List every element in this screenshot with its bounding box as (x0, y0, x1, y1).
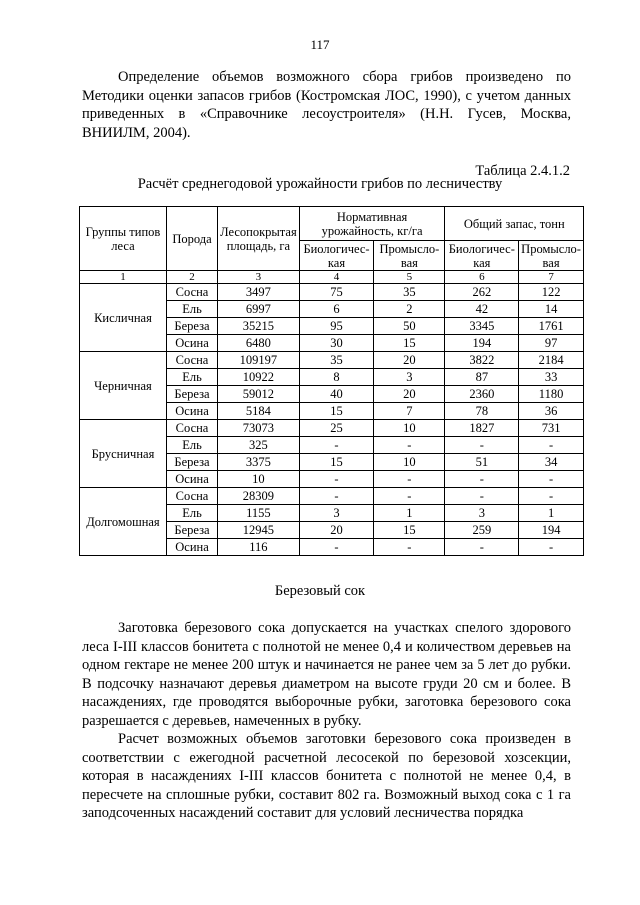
com-stock-cell: - (519, 437, 584, 454)
species-cell: Сосна (166, 352, 217, 369)
com-stock-cell: 1 (519, 505, 584, 522)
area-cell: 10922 (218, 369, 300, 386)
table-row (80, 488, 584, 505)
com-yield-cell: 1 (374, 505, 445, 522)
species-cell: Ель (166, 437, 217, 454)
header-area: Лесопокрытая площадь, га (218, 207, 300, 271)
bio-yield-cell: 20 (299, 522, 374, 539)
column-number-row (80, 271, 584, 284)
com-stock-cell: 1761 (519, 318, 584, 335)
column-number: 2 (166, 271, 217, 284)
com-stock-cell: 731 (519, 420, 584, 437)
species-cell: Ель (166, 301, 217, 318)
column-number: 7 (519, 271, 584, 284)
area-cell: 10 (218, 471, 300, 488)
species-cell: Осина (166, 471, 217, 488)
bio-stock-cell: 1827 (445, 420, 519, 437)
bio-stock-cell: - (445, 488, 519, 505)
bio-yield-cell: - (299, 471, 374, 488)
species-cell: Сосна (166, 488, 217, 505)
com-yield-cell: 15 (374, 335, 445, 352)
bio-stock-cell: 78 (445, 403, 519, 420)
bio-yield-cell: 15 (299, 403, 374, 420)
com-stock-cell: 97 (519, 335, 584, 352)
com-yield-cell: 15 (374, 522, 445, 539)
bio-stock-cell: 87 (445, 369, 519, 386)
bio-yield-cell: 30 (299, 335, 374, 352)
com-yield-cell: - (374, 437, 445, 454)
area-cell: 6997 (218, 301, 300, 318)
com-yield-cell: - (374, 539, 445, 556)
bio-stock-cell: 51 (445, 454, 519, 471)
header-norm-yield: Нормативная урожайность, кг/га (299, 207, 445, 241)
com-yield-cell: 10 (374, 454, 445, 471)
area-cell: 3497 (218, 284, 300, 301)
bio-yield-cell: 15 (299, 454, 374, 471)
bio-yield-cell: 75 (299, 284, 374, 301)
header-norm-commercial: Промысло-вая (374, 241, 445, 271)
forest-type-group: Кисличная (80, 284, 167, 352)
bio-yield-cell: - (299, 488, 374, 505)
species-cell: Береза (166, 454, 217, 471)
com-stock-cell: 1180 (519, 386, 584, 403)
com-yield-cell: 20 (374, 352, 445, 369)
column-number: 6 (445, 271, 519, 284)
species-cell: Береза (166, 318, 217, 335)
bio-yield-cell: 6 (299, 301, 374, 318)
area-cell: 116 (218, 539, 300, 556)
com-yield-cell: 7 (374, 403, 445, 420)
species-cell: Береза (166, 522, 217, 539)
com-yield-cell: 20 (374, 386, 445, 403)
species-cell: Ель (166, 369, 217, 386)
com-yield-cell: 10 (374, 420, 445, 437)
species-cell: Осина (166, 403, 217, 420)
species-cell: Сосна (166, 420, 217, 437)
header-norm-biological: Биологичес-кая (299, 241, 374, 271)
com-stock-cell: 194 (519, 522, 584, 539)
table-row (80, 284, 584, 301)
bio-stock-cell: 3822 (445, 352, 519, 369)
page-number: 117 (310, 37, 330, 52)
table-row (80, 352, 584, 369)
area-cell: 6480 (218, 335, 300, 352)
com-stock-cell: 36 (519, 403, 584, 420)
table-title: Расчёт среднегодовой урожайности грибов по лесничеству (137, 176, 503, 192)
table-label: Таблица 2.4.1.2 (475, 163, 570, 179)
table-row (80, 420, 584, 437)
section-heading: Березовый сок (274, 583, 366, 599)
com-stock-cell: 2184 (519, 352, 584, 369)
area-cell: 109197 (218, 352, 300, 369)
body-paragraph-1: Заготовка березового сока допускается на участках спелого здорового леса I-III классов бонитета с полнотой не менее 0,4 и количеством деревьев на одном гектаре не менее 200 штук и начинается не ранее чем за 5 лет до рубки. В подсочку назначают деревья диаметром на высоте груди 20 см и более. В насаждениях, где проводятся выборочные рубки, заготовка березового сока разрешается с деревьев, намеченных в рубку. (82, 620, 571, 729)
com-stock-cell: 122 (519, 284, 584, 301)
intro-paragraph (82, 68, 571, 142)
area-cell: 28309 (218, 488, 300, 505)
forest-type-group: Долгомошная (80, 488, 167, 556)
bio-yield-cell: 3 (299, 505, 374, 522)
body-paragraph-2: Расчет возможных объемов заготовки березового сока произведен в соответствии с ежегодной расчетной лесосекой по березовой хозсекции, которая в насаждениях I-III классов бонитета с полнотой не менее 0,4, в пересчете на сплошные рубки, составит 802 га. Возможный выход сока с 1 га заподсоченных насаждений составит для условий лесничества порядка (82, 731, 571, 821)
header-species: Порода (166, 207, 217, 271)
species-cell: Осина (166, 335, 217, 352)
species-cell: Осина (166, 539, 217, 556)
bio-stock-cell: 194 (445, 335, 519, 352)
bio-stock-cell: - (445, 539, 519, 556)
bio-stock-cell: 262 (445, 284, 519, 301)
com-yield-cell: - (374, 488, 445, 505)
bio-stock-cell: 2360 (445, 386, 519, 403)
bio-yield-cell: 35 (299, 352, 374, 369)
bio-yield-cell: 40 (299, 386, 374, 403)
area-cell: 59012 (218, 386, 300, 403)
bio-stock-cell: 3 (445, 505, 519, 522)
intro-text: Определение объемов возможного сбора грибов произведено по Методики оценки запасов грибов (Костромская ЛОС, 1990), с учетом данных приведенных в «Справочнике лесоустроителя» (Н.Н. Гусев, Москва, ВНИИЛМ, 2004). (82, 69, 571, 141)
com-yield-cell: 2 (374, 301, 445, 318)
bio-yield-cell: - (299, 539, 374, 556)
com-stock-cell: 14 (519, 301, 584, 318)
bio-yield-cell: 25 (299, 420, 374, 437)
header-stock-commercial: Промысло-вая (519, 241, 584, 271)
bio-stock-cell: 259 (445, 522, 519, 539)
area-cell: 3375 (218, 454, 300, 471)
com-stock-cell: - (519, 471, 584, 488)
column-number: 4 (299, 271, 374, 284)
bio-stock-cell: - (445, 471, 519, 488)
bio-stock-cell: - (445, 437, 519, 454)
species-cell: Береза (166, 386, 217, 403)
mushroom-yield-table (79, 206, 584, 556)
header-total-stock: Общий запас, тонн (445, 207, 584, 241)
bio-yield-cell: 8 (299, 369, 374, 386)
header-group: Группы типов леса (80, 207, 167, 271)
area-cell: 5184 (218, 403, 300, 420)
column-number: 1 (80, 271, 167, 284)
com-stock-cell: 33 (519, 369, 584, 386)
com-yield-cell: 3 (374, 369, 445, 386)
area-cell: 325 (218, 437, 300, 454)
com-stock-cell: - (519, 539, 584, 556)
bio-yield-cell: 95 (299, 318, 374, 335)
column-number: 3 (218, 271, 300, 284)
bio-yield-cell: - (299, 437, 374, 454)
species-cell: Ель (166, 505, 217, 522)
bio-stock-cell: 3345 (445, 318, 519, 335)
bio-stock-cell: 42 (445, 301, 519, 318)
area-cell: 1155 (218, 505, 300, 522)
com-yield-cell: - (374, 471, 445, 488)
com-stock-cell: 34 (519, 454, 584, 471)
forest-type-group: Брусничная (80, 420, 167, 488)
com-stock-cell: - (519, 488, 584, 505)
area-cell: 12945 (218, 522, 300, 539)
area-cell: 35215 (218, 318, 300, 335)
header-stock-biological: Биологичес-кая (445, 241, 519, 271)
forest-type-group: Черничная (80, 352, 167, 420)
com-yield-cell: 50 (374, 318, 445, 335)
area-cell: 73073 (218, 420, 300, 437)
table-body (80, 284, 584, 556)
column-number: 5 (374, 271, 445, 284)
com-yield-cell: 35 (374, 284, 445, 301)
species-cell: Сосна (166, 284, 217, 301)
body-text (82, 619, 571, 823)
